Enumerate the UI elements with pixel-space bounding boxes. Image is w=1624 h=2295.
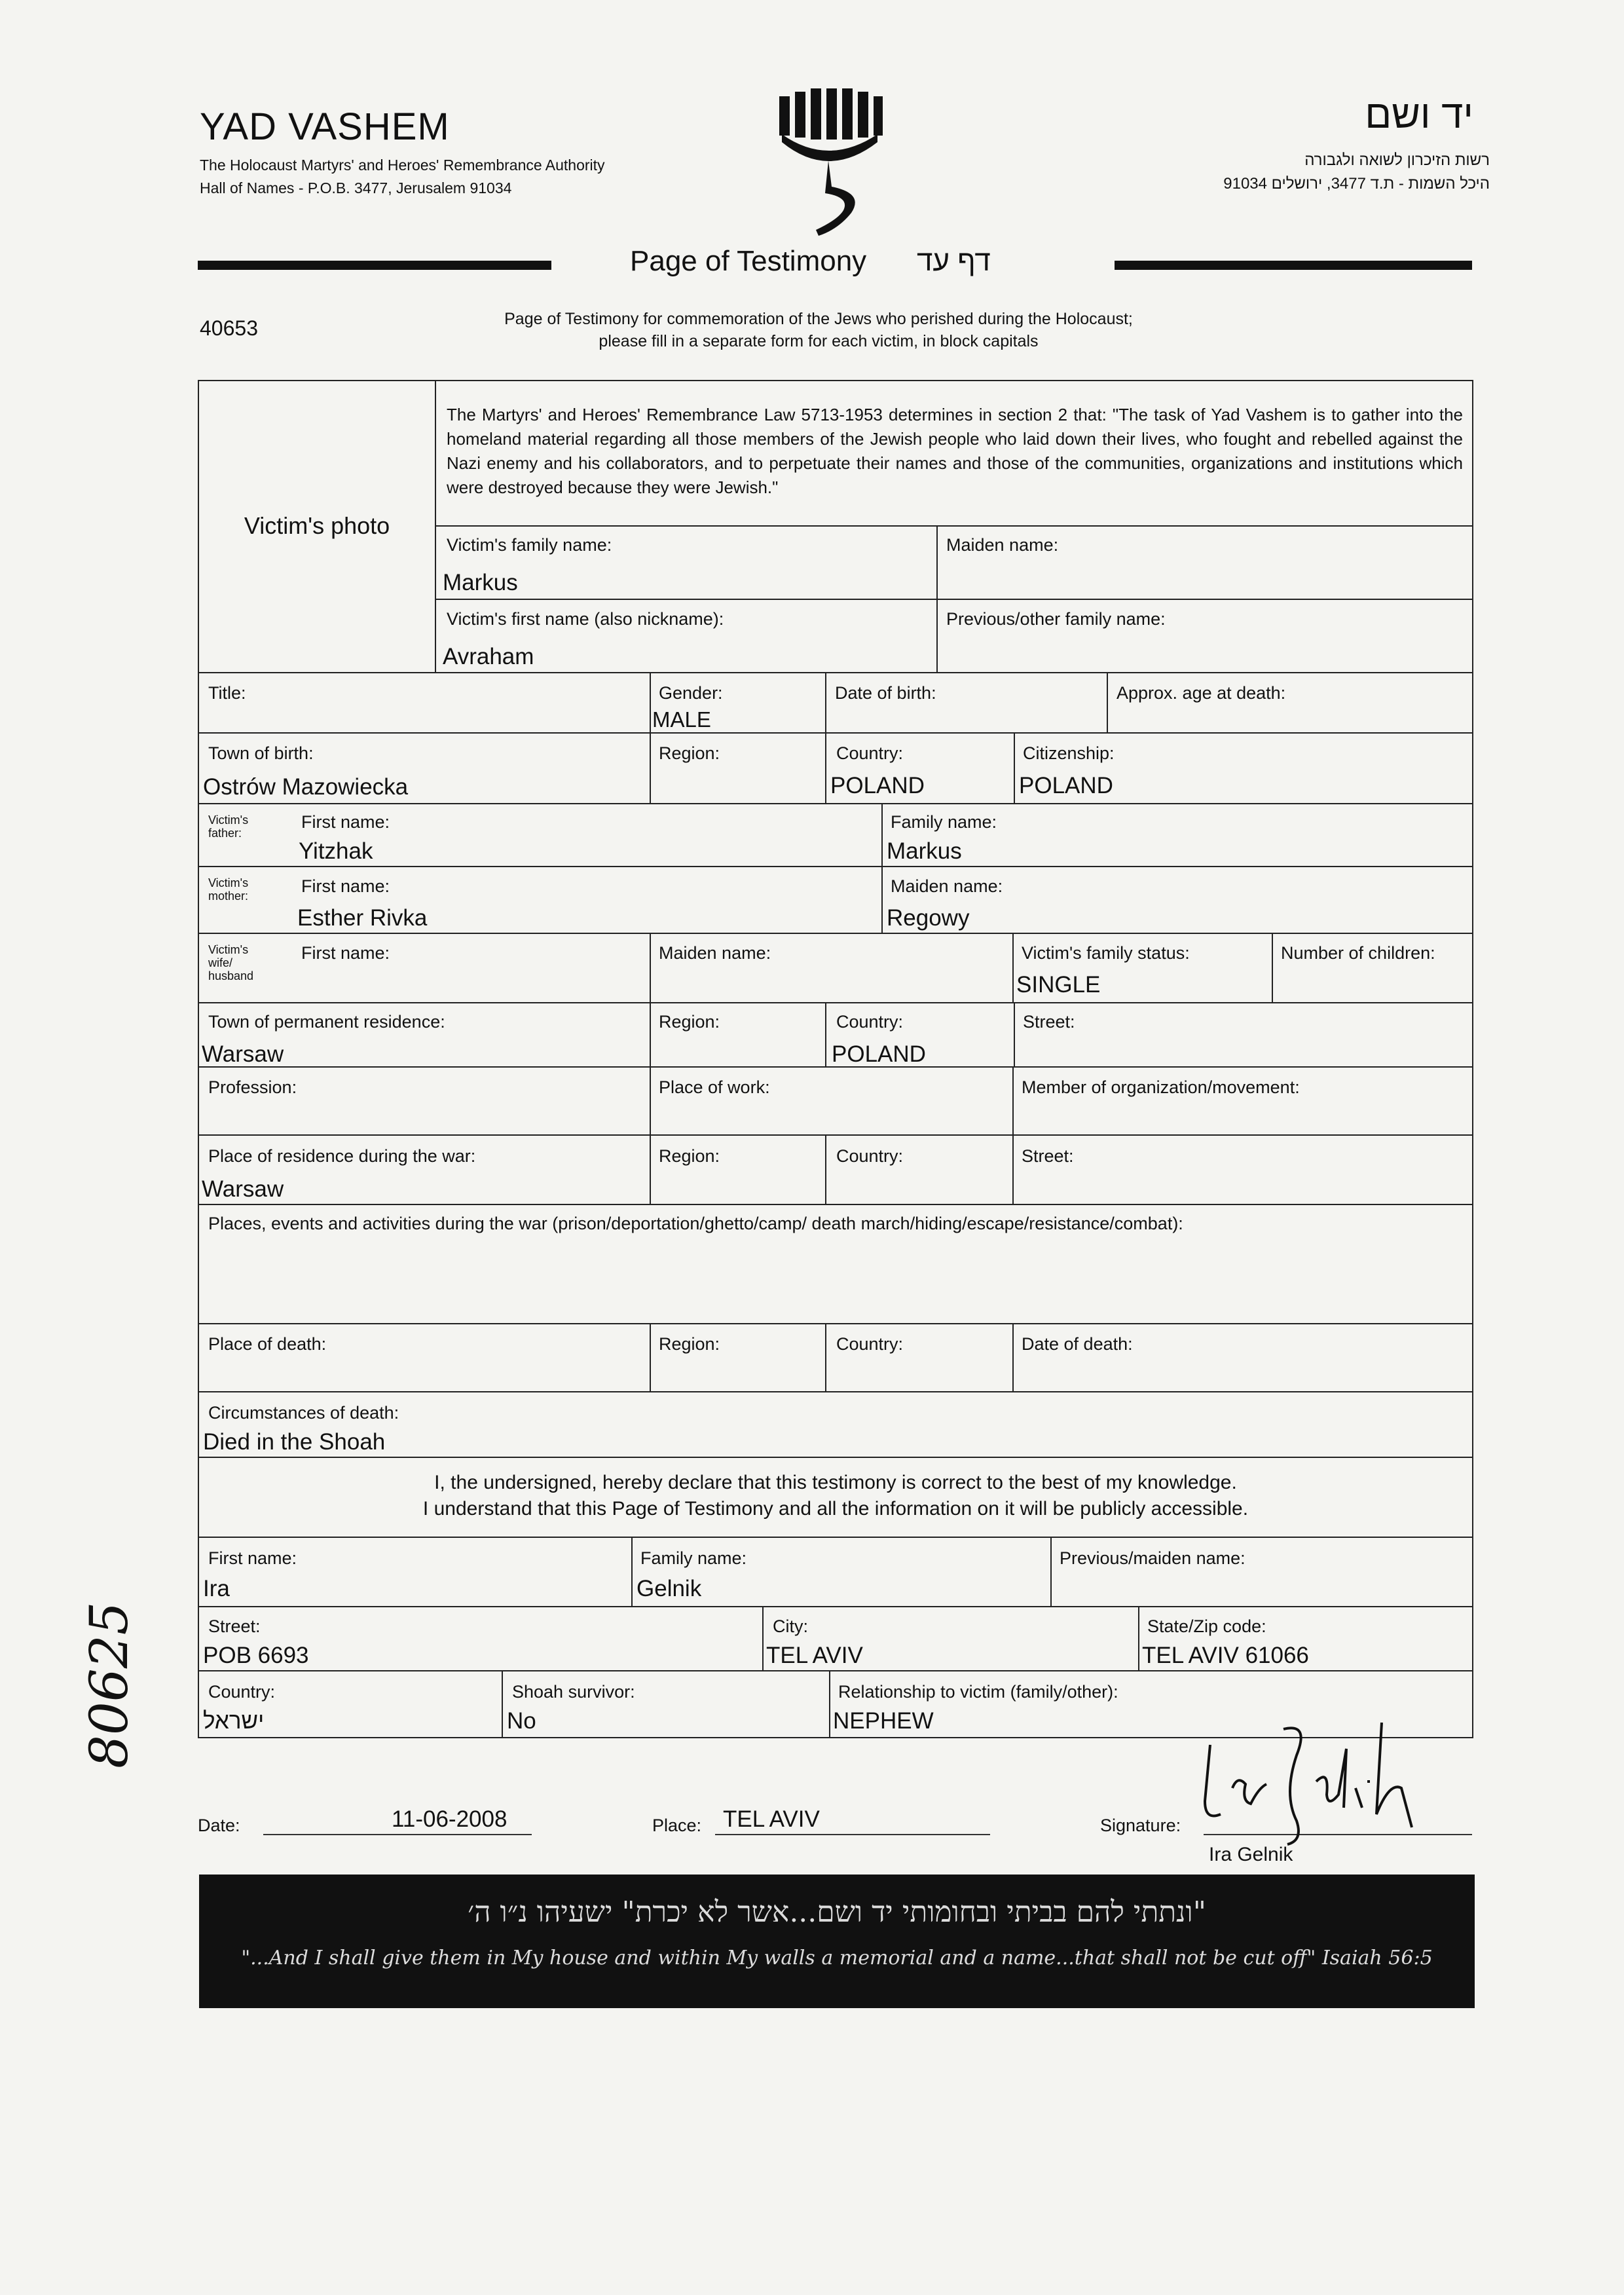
sub-country-value: ישראל: [203, 1708, 265, 1734]
declaration-line-1: I, the undersigned, hereby declare that this testimony is correct to the best of my knowledge.: [434, 1472, 1237, 1493]
title-label: Title:: [208, 683, 246, 703]
perm-country-value: POLAND: [832, 1041, 926, 1067]
membership-field[interactable]: [1012, 1066, 1473, 1136]
sub-first-name-field[interactable]: [198, 1537, 633, 1607]
form-number: 40653: [200, 316, 258, 340]
instructions: [393, 308, 1244, 352]
sub-family-name-value: Gelnik: [637, 1576, 702, 1601]
mother-maiden-value: Regowy: [887, 905, 970, 931]
org-subtitle-hebrew: רשות הזיכרון לשואה ולגבורה: [1304, 151, 1490, 169]
father-first-name-label: First name:: [301, 812, 390, 832]
workplace-field[interactable]: [650, 1066, 1014, 1136]
death-region-label: Region:: [659, 1334, 720, 1354]
father-first-name-value[interactable]: Yitzhak: [299, 838, 373, 864]
sub-prev-name-label: Previous/maiden name:: [1060, 1548, 1246, 1568]
place-underline: [715, 1834, 990, 1835]
perm-region-label: Region:: [659, 1012, 720, 1032]
children-label: Number of children:: [1281, 943, 1435, 963]
sub-survivor-label: Shoah survivor:: [512, 1682, 635, 1702]
citizenship-label: Citizenship:: [1023, 743, 1115, 763]
sub-relationship-label: Relationship to victim (family/other):: [838, 1682, 1118, 1702]
date-of-death-label: Date of death:: [1022, 1334, 1133, 1354]
town-of-birth-label: Town of birth:: [208, 743, 314, 763]
date-value[interactable]: 11-06-2008: [392, 1806, 507, 1832]
war-residence-value: Warsaw: [202, 1176, 284, 1202]
death-country-label: Country:: [836, 1334, 904, 1354]
war-street-field[interactable]: [1012, 1134, 1473, 1205]
death-country-field[interactable]: [825, 1323, 1014, 1392]
header-rule-left: [198, 261, 551, 270]
signature-name: Ira Gelnik: [1209, 1844, 1293, 1865]
place-of-death-label: Place of death:: [208, 1334, 327, 1354]
quote-banner: [199, 1875, 1475, 2008]
gender-value: MALE: [652, 707, 711, 732]
sub-first-name-value: Ira: [203, 1576, 230, 1601]
perm-residence-label: Town of permanent residence:: [208, 1012, 445, 1032]
birth-region-label: Region:: [659, 743, 720, 763]
mother-maiden-label: Maiden name:: [891, 876, 1003, 896]
sub-state-value: TEL AVIV 61066: [1142, 1643, 1309, 1668]
sub-relationship-value: NEPHEW: [833, 1708, 934, 1734]
place-of-death-field[interactable]: [198, 1323, 651, 1392]
maiden-name-label: Maiden name:: [946, 535, 1059, 555]
citizenship-value: POLAND: [1019, 773, 1113, 798]
workplace-label: Place of work:: [659, 1077, 770, 1097]
victim-photo-label: Victim's photo: [244, 512, 390, 539]
sub-survivor-value: No: [507, 1708, 536, 1734]
perm-street-field[interactable]: [1014, 1002, 1473, 1068]
sub-state-label: State/Zip code:: [1147, 1616, 1266, 1636]
sub-city-label: City:: [773, 1616, 808, 1636]
instructions-line-2: please fill in a separate form for each victim, in block capitals: [599, 332, 1039, 350]
sub-city-value: TEL AVIV: [766, 1643, 863, 1668]
perm-residence-value: Warsaw: [202, 1041, 284, 1067]
sub-country-label: Country:: [208, 1682, 276, 1702]
profession-field[interactable]: [198, 1066, 651, 1136]
page-title: Page of Testimony: [630, 245, 867, 277]
instructions-line-1: Page of Testimony for commemoration of the Jews who perished during the Holocaust;: [504, 310, 1133, 328]
circumstances-value: Died in the Shoah: [203, 1429, 386, 1455]
banner-english: "...And I shall give them in My house and within My walls a memorial and a name...that shall not be cut off" Isaiah 56:5: [241, 1947, 1433, 1969]
birth-country-label: Country:: [836, 743, 904, 763]
header-rule-right: [1115, 261, 1472, 270]
war-events-label: Places, events and activities during the war (prison/deportation/ghetto/camp/ death march/hiding/escape/resistance/combat):: [208, 1214, 1183, 1233]
war-region-field[interactable]: [650, 1134, 826, 1205]
place-label: Place:: [652, 1816, 702, 1835]
father-label: Victim's father:: [208, 813, 249, 840]
membership-label: Member of organization/movement:: [1022, 1077, 1300, 1097]
family-name-label: Victim's family name:: [447, 535, 612, 555]
age-label: Approx. age at death:: [1116, 683, 1286, 703]
sub-first-name-label: First name:: [208, 1548, 297, 1568]
family-name-value: Markus: [443, 570, 518, 595]
war-residence-label: Place of residence during the war:: [208, 1146, 476, 1166]
page-title-hebrew: דף עד: [917, 245, 991, 277]
date-label: Date:: [198, 1816, 240, 1835]
mother-first-name-value[interactable]: Esther Rivka: [297, 905, 428, 931]
place-value[interactable]: TEL AVIV: [723, 1806, 820, 1832]
title-field[interactable]: [198, 672, 651, 734]
perm-country-label: Country:: [836, 1012, 904, 1032]
perm-street-label: Street:: [1023, 1012, 1075, 1032]
profession-label: Profession:: [208, 1077, 297, 1097]
sub-prev-name-field[interactable]: [1050, 1537, 1473, 1607]
war-country-label: Country:: [836, 1146, 904, 1166]
spouse-maiden-label: Maiden name:: [659, 943, 771, 963]
family-status-value: SINGLE: [1016, 972, 1101, 998]
declaration-text: [198, 1470, 1473, 1522]
first-name-value: Avraham: [443, 644, 534, 669]
spouse-first-name-label: First name:: [301, 943, 390, 963]
signature-label: Signature:: [1100, 1816, 1181, 1835]
prev-family-name-label: Previous/other family name:: [946, 609, 1166, 629]
first-name-label: Victim's first name (also nickname):: [447, 609, 724, 629]
yad-vashem-logo-icon: [773, 88, 884, 239]
mother-first-name-label: First name:: [301, 876, 390, 896]
birth-country-value: POLAND: [830, 773, 925, 798]
gender-label: Gender:: [659, 683, 723, 703]
war-street-label: Street:: [1022, 1146, 1074, 1166]
declaration-line-2: I understand that this Page of Testimony and all the information on it will be publicly accessible.: [422, 1498, 1249, 1520]
father-family-label: Family name:: [891, 812, 997, 832]
org-name: YAD VASHEM: [200, 105, 450, 148]
spouse-label: Victim's wife/ husband: [208, 943, 254, 982]
sub-family-name-label: Family name:: [640, 1548, 747, 1568]
sub-street-value: POB 6693: [203, 1643, 309, 1668]
sub-survivor-field[interactable]: [502, 1670, 830, 1738]
org-name-hebrew: יד ושם: [1365, 92, 1473, 136]
org-address: Hall of Names - P.O.B. 3477, Jerusalem 91034: [200, 179, 512, 196]
death-region-field[interactable]: [650, 1323, 826, 1392]
war-country-field[interactable]: [825, 1134, 1014, 1205]
date-of-death-field[interactable]: [1012, 1323, 1473, 1392]
margin-note: 80625: [79, 1601, 139, 1768]
sub-street-label: Street:: [208, 1616, 261, 1636]
law-text: The Martyrs' and Heroes' Remembrance Law 5713-1953 determines in section 2 that: "The task of Yad Vashem is to gather into the homeland material regarding all those members of the Jewish people who laid down their lives, who fought and rebelled against the Nazi enemy and his collaborators, and to perpetuate their names and those of the communities, organizations and institutions which were destroyed because they were Jewish.": [447, 405, 1463, 497]
dob-label: Date of birth:: [835, 683, 936, 703]
banner-hebrew: "ונתתי להם בביתי ובחומותי יד ושם...אשר לא יכרת" ישעיהו נ״ו ה׳: [468, 1895, 1206, 1929]
family-status-label: Victim's family status:: [1022, 943, 1190, 963]
org-address-hebrew: היכל השמות - ת.ד 3477, ירושלים 91034: [1223, 175, 1490, 193]
circumstances-field[interactable]: [198, 1391, 1473, 1458]
circumstances-label: Circumstances of death:: [208, 1403, 399, 1423]
mother-label: Victim's mother:: [208, 876, 249, 903]
signature-scribble[interactable]: [1198, 1716, 1434, 1847]
date-underline: [263, 1834, 532, 1835]
father-family-value: Markus: [887, 838, 962, 864]
org-subtitle: The Holocaust Martyrs' and Heroes' Remembrance Authority: [200, 157, 605, 174]
war-region-label: Region:: [659, 1146, 720, 1166]
town-of-birth-value: Ostrów Mazowiecka: [203, 774, 409, 800]
